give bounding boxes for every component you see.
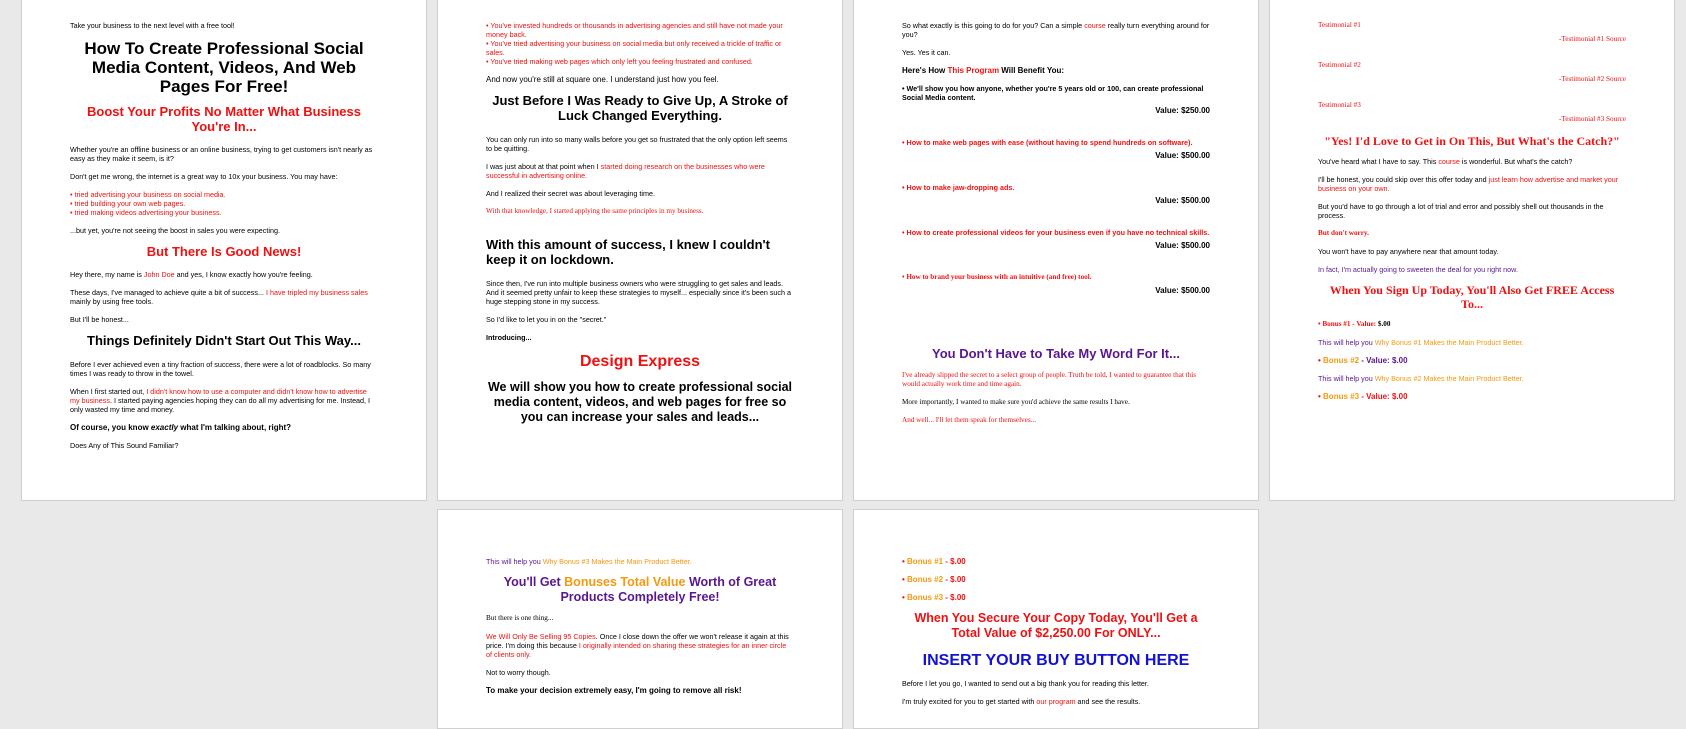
heading-total-value: When You Secure Your Copy Today, You'll Get a Total Value of $2,250.00 For ONLY... xyxy=(914,611,1198,640)
bonus-item: • Bonus #3 - Value: $.00 xyxy=(1318,392,1408,401)
benefit-value: Value: $500.00 xyxy=(1155,241,1210,250)
list-item: • You've tried making web pages which only left you feeling frustrated and confused. xyxy=(486,57,753,66)
paragraph: We Will Only Be Selling 95 Copies. Once I close down the offer we won't release it again at this price. I'm doing this because I originally intended on sharing these strategies for an inner circle of clients only. xyxy=(486,632,789,659)
list-item: • tried making videos advertising your business. xyxy=(70,208,222,217)
paragraph: More importantly, I wanted to make sure you'd achieve the same results I have. xyxy=(902,398,1130,406)
testimonial-source: -Testimonial #1 Source xyxy=(1559,35,1626,43)
paragraph: I was just about at that point when I started doing research on the businesses who were successful in advertising online. xyxy=(486,162,765,180)
heading-bonus-value: You'll Get Bonuses Total Value Worth of Great Products Completely Free! xyxy=(503,575,777,604)
list-item: • tried building your own web pages. xyxy=(70,199,186,208)
paragraph-bold: Of course, you know exactly what I'm talking about, right? xyxy=(70,423,292,432)
list-item: • tried advertising your business on social media. xyxy=(70,190,226,199)
benefit-item: • How to brand your business with an intuitive (and free) tool. xyxy=(902,273,1092,281)
benefit-list xyxy=(902,84,1210,295)
paragraph-bold: To make your decision extremely easy, I'm going to remove all risk! xyxy=(486,686,742,695)
paragraph: Yes. Yes it can. xyxy=(902,48,951,57)
author-name: John Doe xyxy=(143,270,175,279)
paragraph: But there is one thing... xyxy=(486,614,554,622)
document-page-5 xyxy=(437,509,843,729)
paragraph: In fact, I'm actually going to sweeten the deal for you right now. xyxy=(1318,265,1518,274)
heading-testimonials: You Don't Have to Take My Word For It... xyxy=(932,346,1180,361)
benefit-item: • How to create professional videos for your business even if you have no technical skills. xyxy=(902,228,1210,237)
document-page-6 xyxy=(853,509,1259,729)
paragraph: Since then, I've run into multiple business owners who were struggling to get sales and leads. And it seemed pretty unfair to keep these strategies to myself... especially since it's been such a huge stepping stone in my success. xyxy=(486,279,792,306)
list-item: • You've tried advertising your business on social media but only received a trickle of traffic or sales. xyxy=(486,39,782,57)
paragraph: Before I let you go, I wanted to send out a big thank you for reading this letter. xyxy=(902,679,1149,688)
page-title: How To Create Professional Social Media Content, Videos, And Web Pages For Free! xyxy=(84,39,364,96)
benefit-value: Value: $500.00 xyxy=(1155,196,1210,205)
paragraph: But don't worry. xyxy=(1318,229,1369,237)
paragraph: Does Any of This Sound Familiar? xyxy=(70,441,179,450)
paragraph: You've heard what I have to say. This course is wonderful. But what's the catch? xyxy=(1318,157,1573,166)
testimonial-label: Testimonial #1 xyxy=(1318,21,1361,29)
benefit-value: Value: $500.00 xyxy=(1155,151,1210,160)
bonus-summary-item: • Bonus #3 - $.00 xyxy=(902,593,966,602)
bonus-summary-item: • Bonus #1 - $.00 xyxy=(902,557,966,566)
benefit-item: • How to make web pages with ease (without having to spend hundreds on software). xyxy=(902,138,1193,147)
benefits-heading: Here's How This Program Will Benefit You: xyxy=(902,66,1065,75)
paragraph: You won't have to pay anywhere near that amount today. xyxy=(1318,247,1499,256)
heading-catch: "Yes! I'd Love to Get in On This, But What's the Catch?" xyxy=(1324,134,1620,148)
document-page-4 xyxy=(1269,0,1675,501)
heading-free-access: When You Sign Up Today, You'll Also Get FREE Access To... xyxy=(1329,283,1615,311)
paragraph: So I'd like to let you in on the "secret." xyxy=(486,315,607,324)
heading-stroke-of-luck: Just Before I Was Ready to Give Up, A Stroke of Luck Changed Everything. xyxy=(492,93,788,123)
benefit-item: • How to make jaw-dropping ads. xyxy=(902,183,1015,192)
testimonial xyxy=(1318,21,1626,44)
paragraph: I'll be honest, you could skip over this offer today and just learn how advertise and market your business on your own. xyxy=(1318,175,1619,193)
testimonial-label: Testimonial #3 xyxy=(1318,101,1361,109)
paragraph: Whether you're an offline business or an online business, trying to get customers isn't nearly as easy as they make it seem, is it? xyxy=(70,145,373,163)
bonus-item: • Bonus #1 - Value: $.00 xyxy=(1318,320,1391,328)
benefit-item: • We'll show you how anyone, whether you're 5 years old or 100, can create professional Social Media content. xyxy=(902,84,1204,102)
bonus-item: • Bonus #2 - Value: $.00 xyxy=(1318,356,1408,365)
benefit-value: Value: $250.00 xyxy=(1155,106,1210,115)
paragraph: When I first started out, I didn't know how to use a computer and didn't know how to advertise my business. I started paying agencies hoping they can do all my advertising for me. Instead, I only wasted my time and money. xyxy=(70,387,371,414)
document-page-3 xyxy=(853,0,1259,501)
product-name: Design Express xyxy=(579,353,701,370)
testimonial xyxy=(1318,61,1626,84)
bonus-help: This will help you Why Bonus #3 Makes the Main Product Better. xyxy=(486,557,692,566)
document-page-2 xyxy=(437,0,843,501)
paragraph-introducing: Introducing... xyxy=(486,333,532,342)
buy-button[interactable]: INSERT YOUR BUY BUTTON HERE xyxy=(922,652,1190,669)
bonus-help: This will help you Why Bonus #2 Makes the Main Product Better. xyxy=(1318,374,1524,383)
document-page-1 xyxy=(21,0,427,501)
subtitle: Boost Your Profits No Matter What Business You're In... xyxy=(87,104,361,134)
product-tagline: We will show you how to create professional social media content, videos, and web pages for free so you can increase your sales and leads... xyxy=(487,380,792,424)
paragraph: Before I ever achieved even a tiny fraction of success, there were a lot of roadblocks. So many times I was ready to throw in the towel. xyxy=(70,360,371,378)
paragraph: I've already slipped the secret to a select group of people. Truth be told, I wanted to guarantee that this would actually work time and time again. xyxy=(902,371,1197,388)
bonus-summary-item: • Bonus #2 - $.00 xyxy=(902,575,966,584)
intro-text: Take your business to the next level with a free tool! xyxy=(70,21,235,30)
paragraph: ...but yet, you're not seeing the boost in sales you were expecting. xyxy=(70,226,280,235)
paragraph: Don't get me wrong, the internet is a great way to 10x your business. You may have: xyxy=(70,172,338,181)
paragraph: But I'll be honest... xyxy=(70,315,129,324)
paragraph: And I realized their secret was about leveraging time. xyxy=(486,189,655,198)
paragraph: But you'd have to go through a lot of trial and error and possibly shell out thousands in the process. xyxy=(1318,202,1604,220)
bullet-list xyxy=(70,190,378,217)
paragraph: And now you're still at square one. I understand just how you feel. xyxy=(486,75,719,84)
paragraph: Hey there, my name is John Doe and yes, I know exactly how you're feeling. xyxy=(70,270,313,279)
testimonial xyxy=(1318,101,1626,124)
paragraph: With that knowledge, I started applying the same principles in my business. xyxy=(486,207,704,215)
bonus-help: This will help you Why Bonus #1 Makes the Main Product Better. xyxy=(1318,338,1524,347)
testimonial-source: -Testimonial #2 Source xyxy=(1559,75,1626,83)
paragraph: These days, I've managed to achieve quite a bit of success... I have tripled my business sales mainly by using free tools. xyxy=(70,288,368,306)
heading-good-news: But There Is Good News! xyxy=(146,244,302,259)
bullet-list xyxy=(486,21,794,66)
paragraph: You can only run into so many walls before you get so frustrated that the only option left seems to be quitting. xyxy=(486,135,788,153)
testimonial-label: Testimonial #2 xyxy=(1318,61,1361,69)
list-item: • You've invested hundreds or thousands in advertising agencies and still have not made your money back. xyxy=(486,21,783,39)
testimonial-source: -Testimonial #3 Source xyxy=(1559,115,1626,123)
paragraph: I'm truly excited for you to get started with our program and see the results. xyxy=(902,697,1141,706)
paragraph: So what exactly is this going to do for you? Can a simple course really turn everything around for you? xyxy=(902,21,1210,39)
paragraph: Not to worry though. xyxy=(486,668,551,677)
benefit-value: Value: $500.00 xyxy=(1155,286,1210,295)
paragraph: And well... I'll let them speak for themselves... xyxy=(902,416,1037,424)
heading-success: With this amount of success, I knew I couldn't keep it on lockdown. xyxy=(486,237,770,267)
heading-start: Things Definitely Didn't Start Out This Way... xyxy=(87,333,361,348)
